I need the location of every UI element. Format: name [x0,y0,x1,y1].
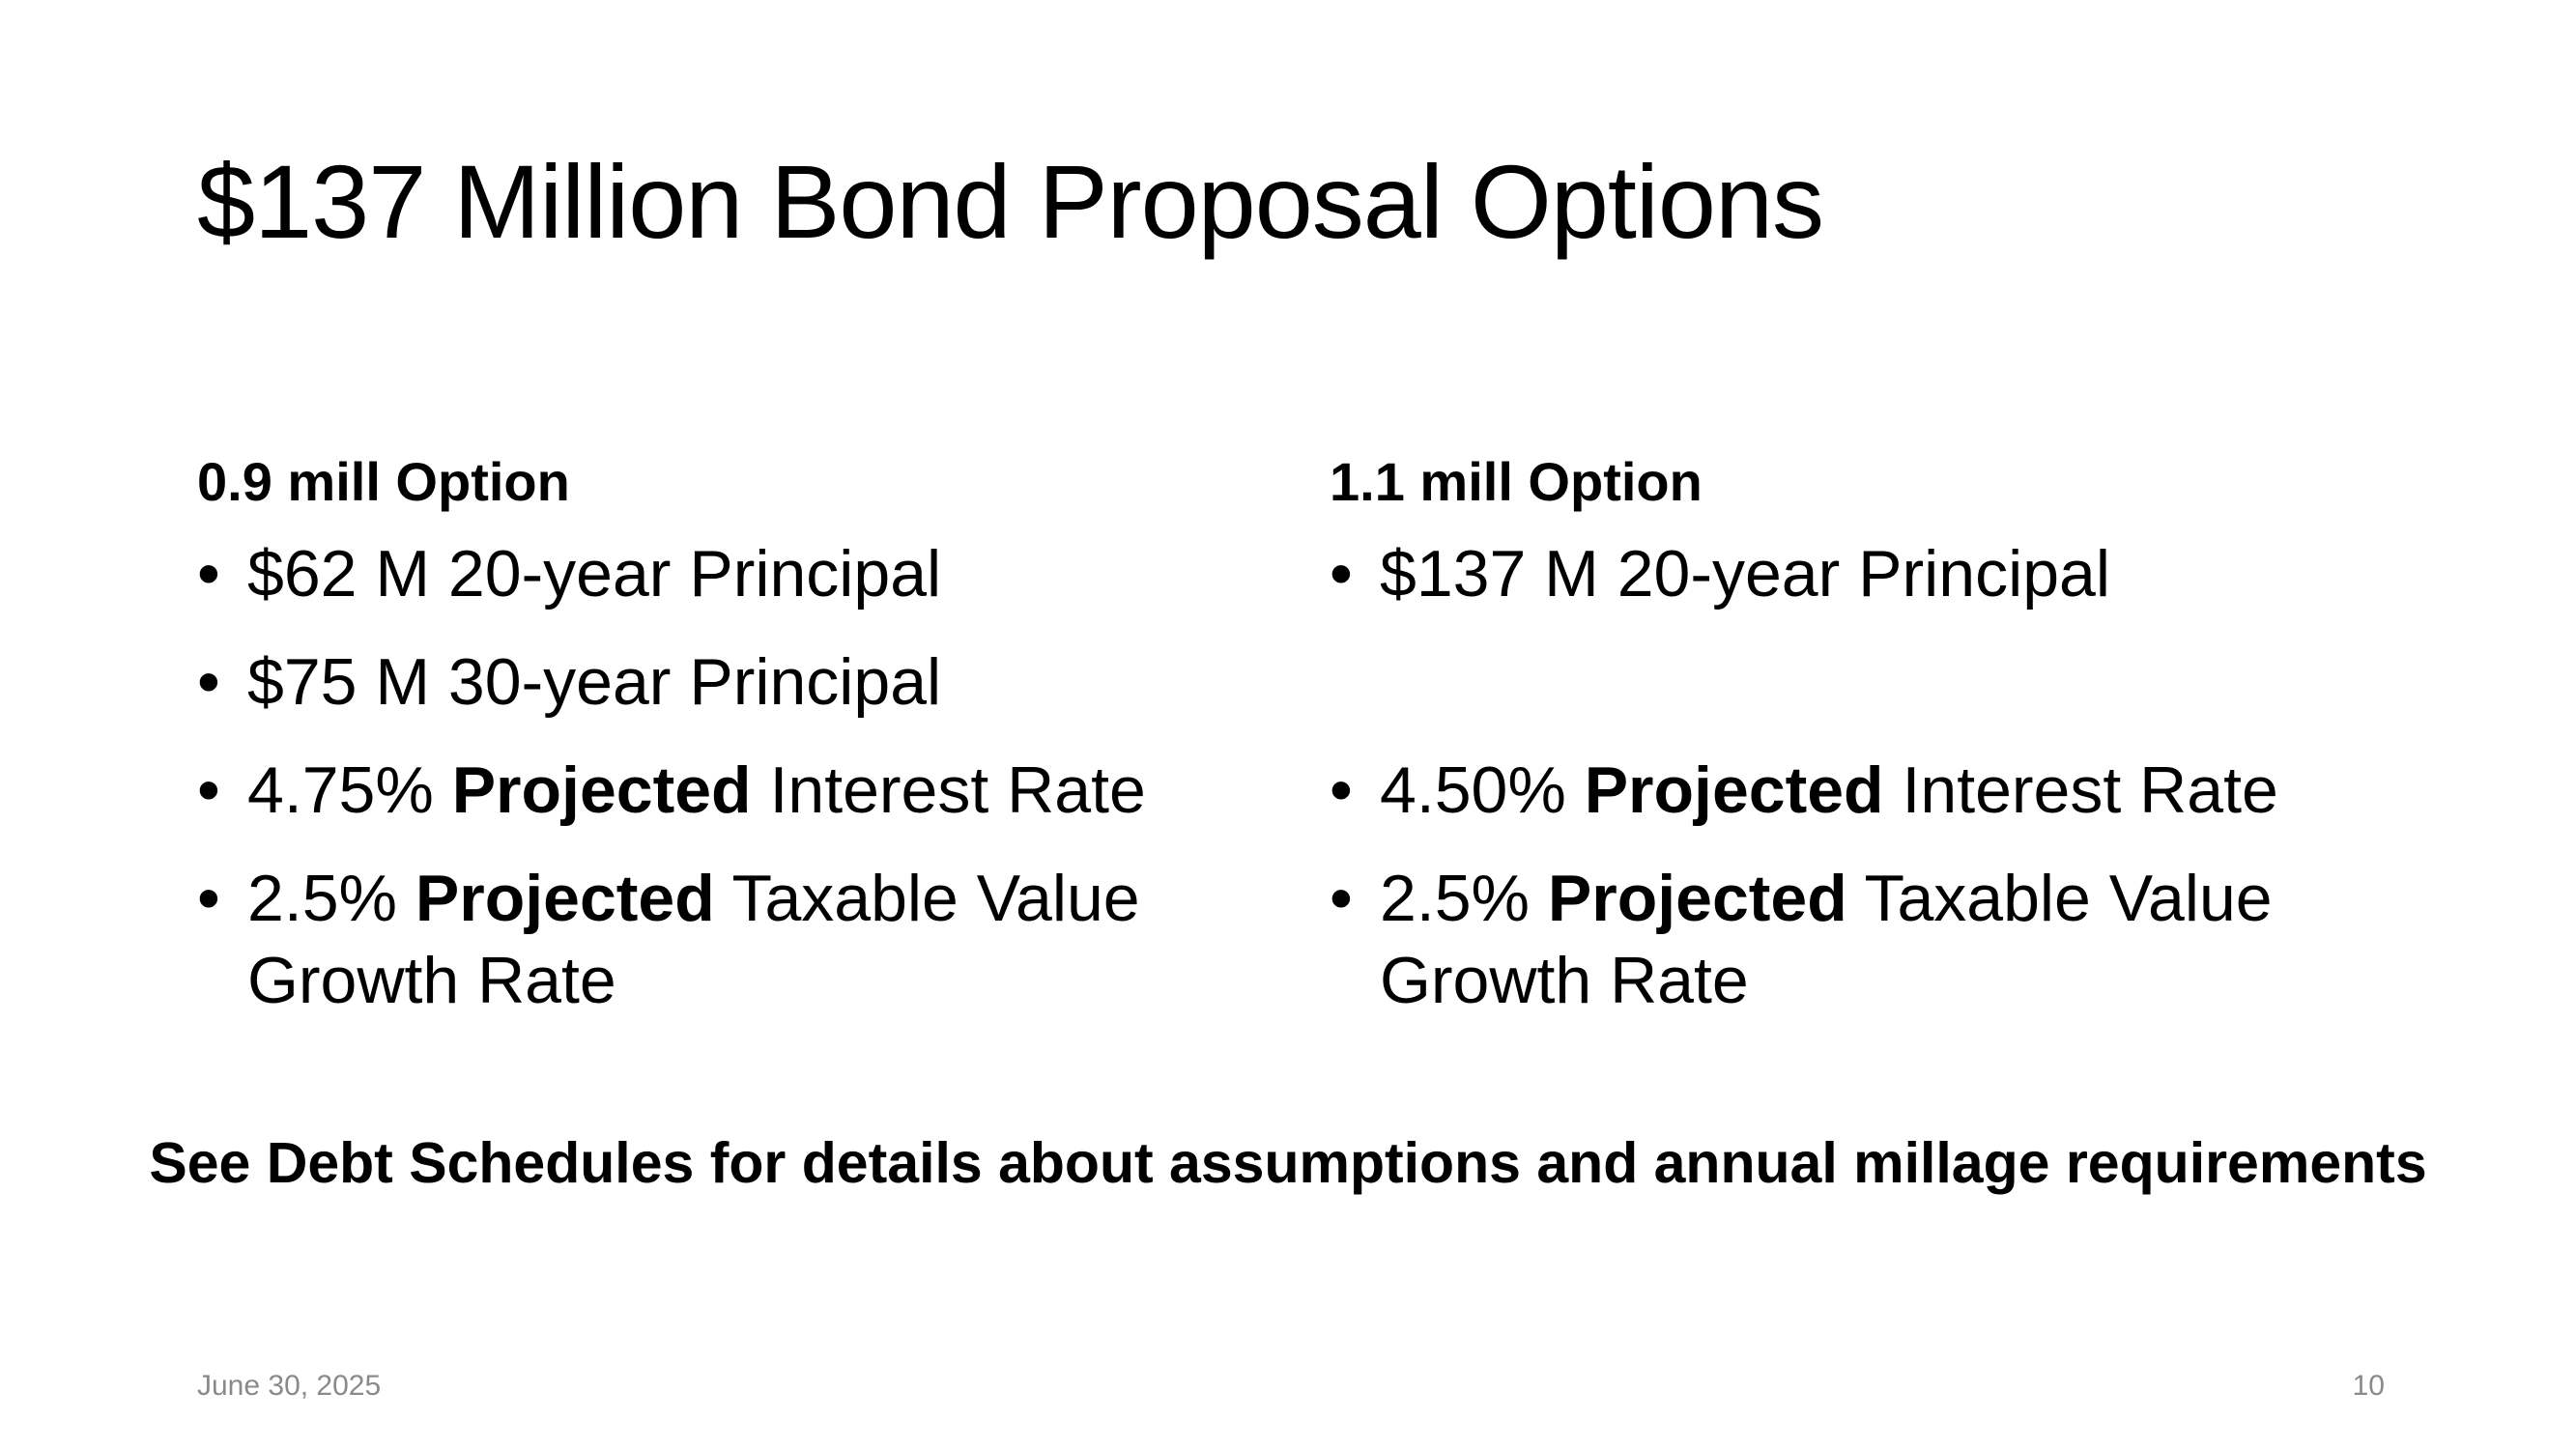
bullet-emphasis: Projected [1547,862,1847,936]
bullet-item [197,641,1260,724]
slide-title: $137 Million Bond Proposal Options [197,143,1824,260]
option-left-column [197,449,1260,1048]
option-right-column [1330,449,2392,1048]
bullet-text: 4.50% [1380,753,1585,828]
option-left-bullets [197,533,1260,1022]
bullet-item [1330,533,2392,615]
bullet-emphasis: Projected [415,862,715,936]
option-left-heading: 0.9 mill Option [197,451,570,512]
bullet-text: Interest Rate [1883,753,2278,828]
bullet-item [197,533,1260,615]
debt-schedule-note: See Debt Schedules for details about assumptions and annual millage requirements [149,1131,2427,1195]
bullet-emphasis: Projected [451,753,752,828]
bullet-emphasis: Projected [1584,753,1884,828]
bullet-text: 4.75% [247,753,452,828]
bullet-item [197,858,1262,1022]
bullet-text: Taxable Value Growth Rate [1380,862,2273,1018]
bullet-text: Interest Rate [751,753,1146,828]
option-right-bullets [1330,533,2392,1022]
bullet-item [1330,858,2394,1022]
bullet-text: Taxable Value Growth Rate [247,862,1140,1018]
bullet-item [197,750,1260,832]
bullet-text: 2.5% [247,862,415,936]
bullet-text: $75 M 30-year Principal [247,645,942,720]
bullet-text: 2.5% [1380,862,1548,936]
bullet-text: $62 M 20-year Principal [247,537,942,611]
page-number: 10 [2352,1370,2385,1402]
bullet-item [1330,750,2392,832]
bullet-text: $137 M 20-year Principal [1380,537,2110,611]
option-right-heading: 1.1 mill Option [1330,451,1703,512]
footer-date: June 30, 2025 [197,1370,382,1402]
